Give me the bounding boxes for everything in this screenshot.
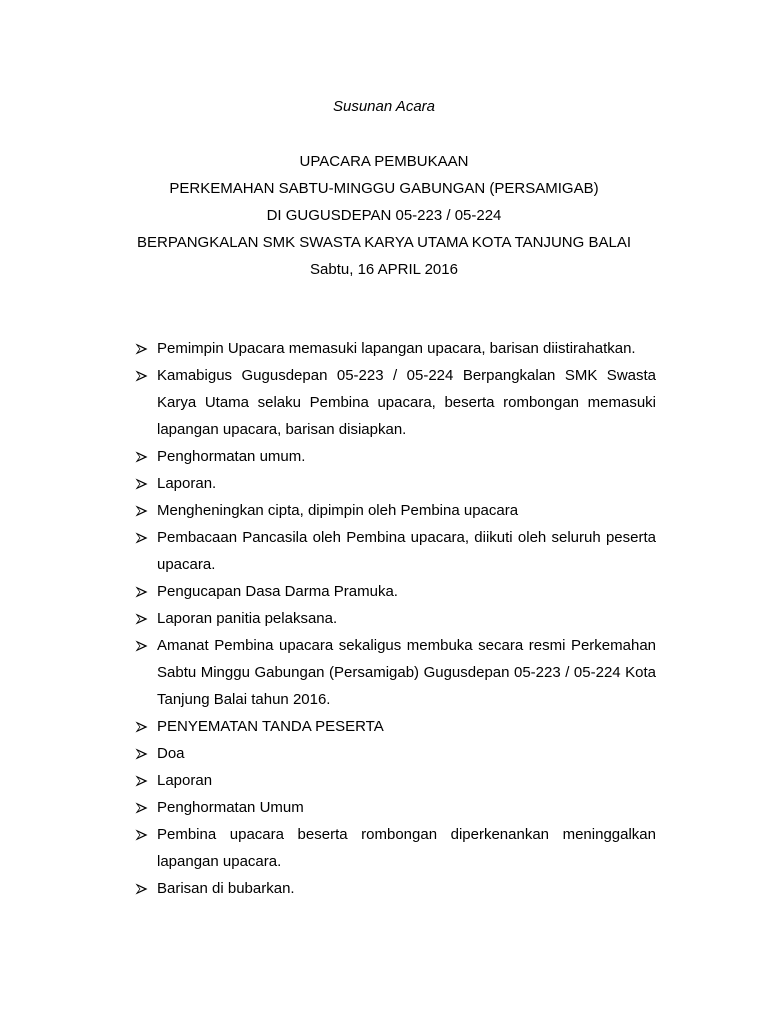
agenda-item-text: Pemimpin Upacara memasuki lapangan upacara, barisan diistirahatkan. (157, 340, 636, 357)
arrowhead-bullet-icon (134, 362, 150, 389)
heading-line-event: PERKEMAHAN SABTU-MINGGU GABUNGAN (PERSAMIGAB) (169, 180, 599, 197)
agenda-item (134, 794, 656, 821)
agenda-item-text: Penghormatan Umum (157, 799, 304, 816)
agenda-item (134, 497, 656, 524)
arrowhead-bullet-icon (134, 578, 150, 605)
arrowhead-bullet-icon (134, 821, 150, 848)
agenda-item-text: Pengucapan Dasa Darma Pramuka. (157, 583, 398, 600)
agenda-item (134, 605, 656, 632)
arrowhead-bullet-icon (134, 632, 150, 659)
arrowhead-bullet-icon (134, 605, 150, 632)
agenda-item (134, 578, 656, 605)
agenda-item (134, 632, 656, 713)
agenda-item-text: Pembacaan Pancasila oleh Pembina upacara, diikuti oleh seluruh peserta upacara. (157, 529, 656, 573)
heading-line-location: DI GUGUSDEPAN 05-223 / 05-224 (266, 207, 502, 224)
agenda-item (134, 362, 656, 443)
heading-line-base: BERPANGKALAN SMK SWASTA KARYA UTAMA KOTA TANJUNG BALAI (136, 234, 632, 251)
agenda-item-text: Laporan. (157, 475, 217, 492)
agenda-item (134, 443, 656, 470)
arrowhead-bullet-icon (134, 767, 150, 794)
arrowhead-bullet-icon (134, 794, 150, 821)
arrowhead-bullet-icon (134, 443, 150, 470)
agenda-item-text: PENYEMATAN TANDA PESERTA (157, 718, 384, 735)
agenda-item-text: Doa (157, 745, 185, 762)
agenda-item-text: Penghormatan umum. (157, 448, 306, 465)
heading-line-title: UPACARA PEMBUKAAN (299, 153, 469, 170)
agenda-item (134, 335, 656, 362)
agenda-item-text: Laporan panitia pelaksana. (157, 610, 338, 627)
agenda-item (134, 875, 656, 902)
agenda-item-text: Barisan di bubarkan. (157, 880, 295, 897)
agenda-list (134, 335, 656, 902)
arrowhead-bullet-icon (134, 524, 150, 551)
arrowhead-bullet-icon (134, 875, 150, 902)
agenda-item (134, 767, 656, 794)
arrowhead-bullet-icon (134, 713, 150, 740)
arrowhead-bullet-icon (134, 497, 150, 524)
agenda-item (134, 821, 656, 875)
agenda-item (134, 740, 656, 767)
agenda-item (134, 470, 656, 497)
arrowhead-bullet-icon (134, 740, 150, 767)
agenda-item-text: Laporan (157, 772, 213, 789)
agenda-item (134, 713, 656, 740)
agenda-item-text: Kamabigus Gugusdepan 05-223 / 05-224 Berpangkalan SMK Swasta Karya Utama selaku Pembina upacara, beserta rombongan memasuki lapangan upacara, barisan disiapkan. (157, 367, 656, 438)
arrowhead-bullet-icon (134, 335, 150, 362)
agenda-item-text: Amanat Pembina upacara sekaligus membuka secara resmi Perkemahan Sabtu Minggu Gabungan (Persamigab) Gugusdepan 05-223 / 05-224 Kota Tanjung Balai tahun 2016. (157, 637, 656, 708)
agenda-item-text: Mengheningkan cipta, dipimpin oleh Pembina upacara (157, 502, 519, 519)
agenda-item-text: Pembina upacara beserta rombongan diperkenankan meninggalkan lapangan upacara. (157, 826, 656, 870)
document-heading (0, 148, 768, 283)
agenda-item (134, 524, 656, 578)
heading-line-date: Sabtu, 16 APRIL 2016 (310, 261, 458, 278)
arrowhead-bullet-icon (134, 470, 150, 497)
document-subtitle: Susunan Acara (332, 98, 435, 115)
